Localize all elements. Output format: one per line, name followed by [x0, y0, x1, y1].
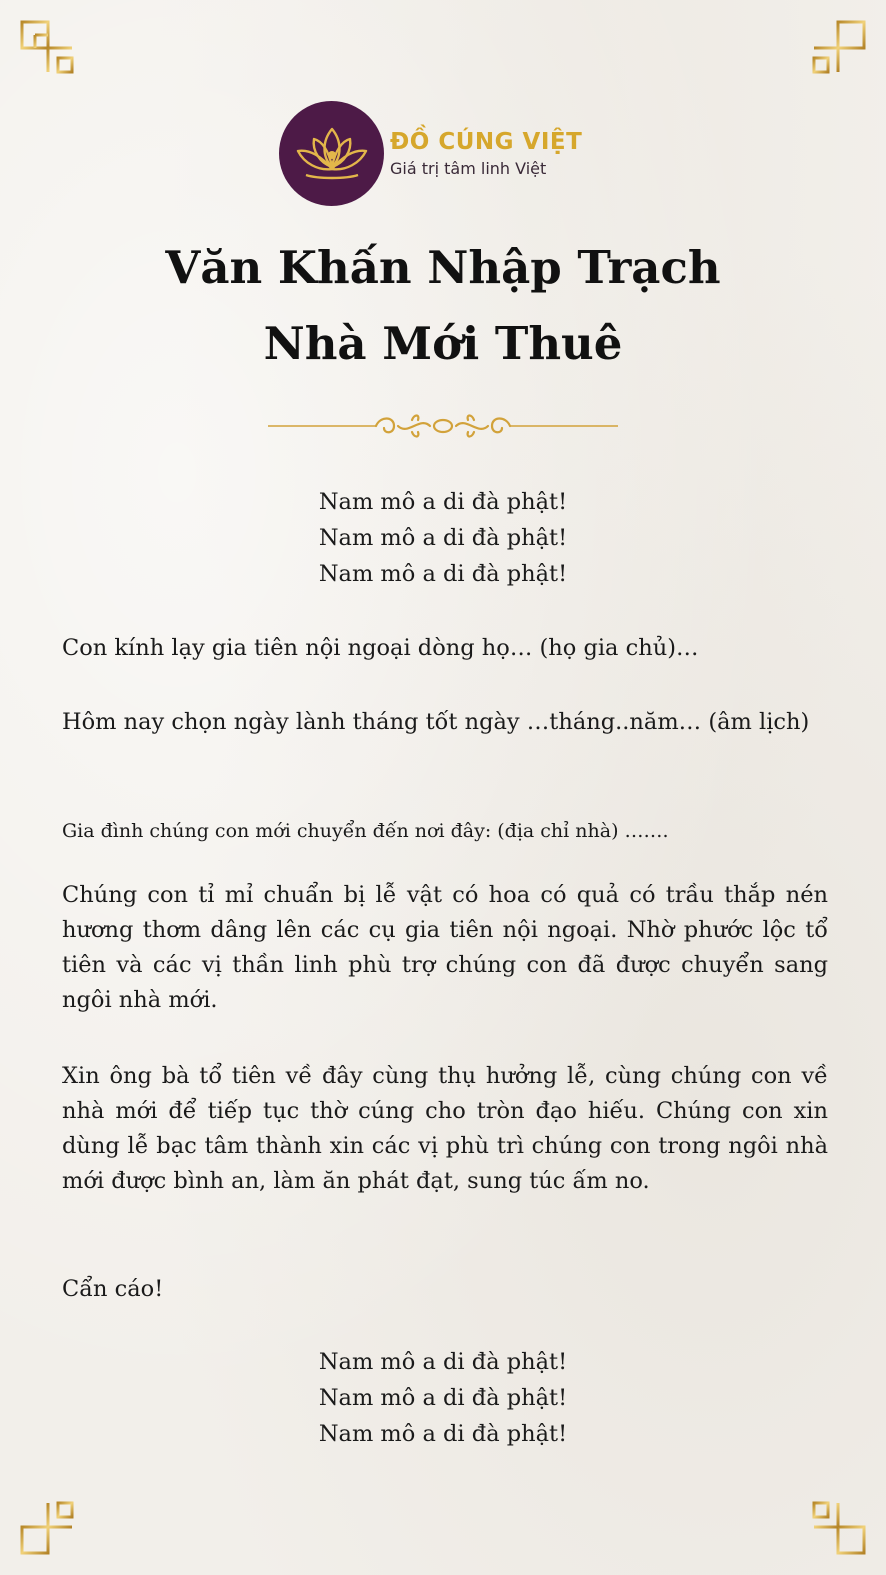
title-line: Văn Khấn Nhập Trạch [165, 241, 721, 294]
ornament-divider [268, 406, 618, 446]
lotus-icon [279, 101, 384, 206]
chant-line: Nam mô a di đà phật! [318, 525, 568, 551]
chant-line: Nam mô a di đà phật! [318, 561, 568, 587]
chant-line: Nam mô a di đà phật! [318, 489, 568, 515]
chant-line: Nam mô a di đà phật! [318, 1421, 568, 1447]
title-line: Nhà Mới Thuê [263, 317, 623, 370]
prayer-paragraph: Hôm nay chọn ngày lành tháng tốt ngày …tháng..năm… (âm lịch) [62, 709, 810, 735]
brand-logo [279, 101, 582, 206]
prayer-paragraph: Xin ông bà tổ tiên về đây cùng thụ hưởng lễ, cùng chúng con về nhà mới để tiếp tục thờ cúng cho tròn đạo hiếu. Chúng con xin dùng lễ bạc tâm thành xin các vị phù trì chúng con trong ngôi nhà mới được bình an, làm ăn phát đạt, sung túc ấm no. [62, 1063, 828, 1194]
prayer-paragraph: Gia đình chúng con mới chuyển đến nơi đây: (địa chỉ nhà) ……. [62, 820, 669, 842]
prayer-paragraph: Con kính lạy gia tiên nội ngoại dòng họ… (họ gia chủ)… [62, 635, 699, 661]
chant-line: Nam mô a di đà phật! [318, 1385, 568, 1411]
brand-tagline: Giá trị tâm linh Việt [390, 158, 547, 178]
brand-name: ĐỒ CÚNG VIỆT [390, 128, 583, 155]
closing-chant [0, 1344, 886, 1452]
prayer-paragraph: Cẩn cáo! [62, 1276, 164, 1302]
chant-line: Nam mô a di đà phật! [318, 1349, 568, 1375]
opening-chant [0, 484, 886, 592]
page-title [0, 230, 886, 382]
prayer-paragraph: Chúng con tỉ mỉ chuẩn bị lễ vật có hoa có quả có trầu thắp nén hương thơm dâng lên các cụ gia tiên nội ngoại. Nhờ phước lộc tổ tiên và các vị thần linh phù trợ chúng con đã được chuyển sang ngôi nhà mới. [62, 882, 828, 1013]
